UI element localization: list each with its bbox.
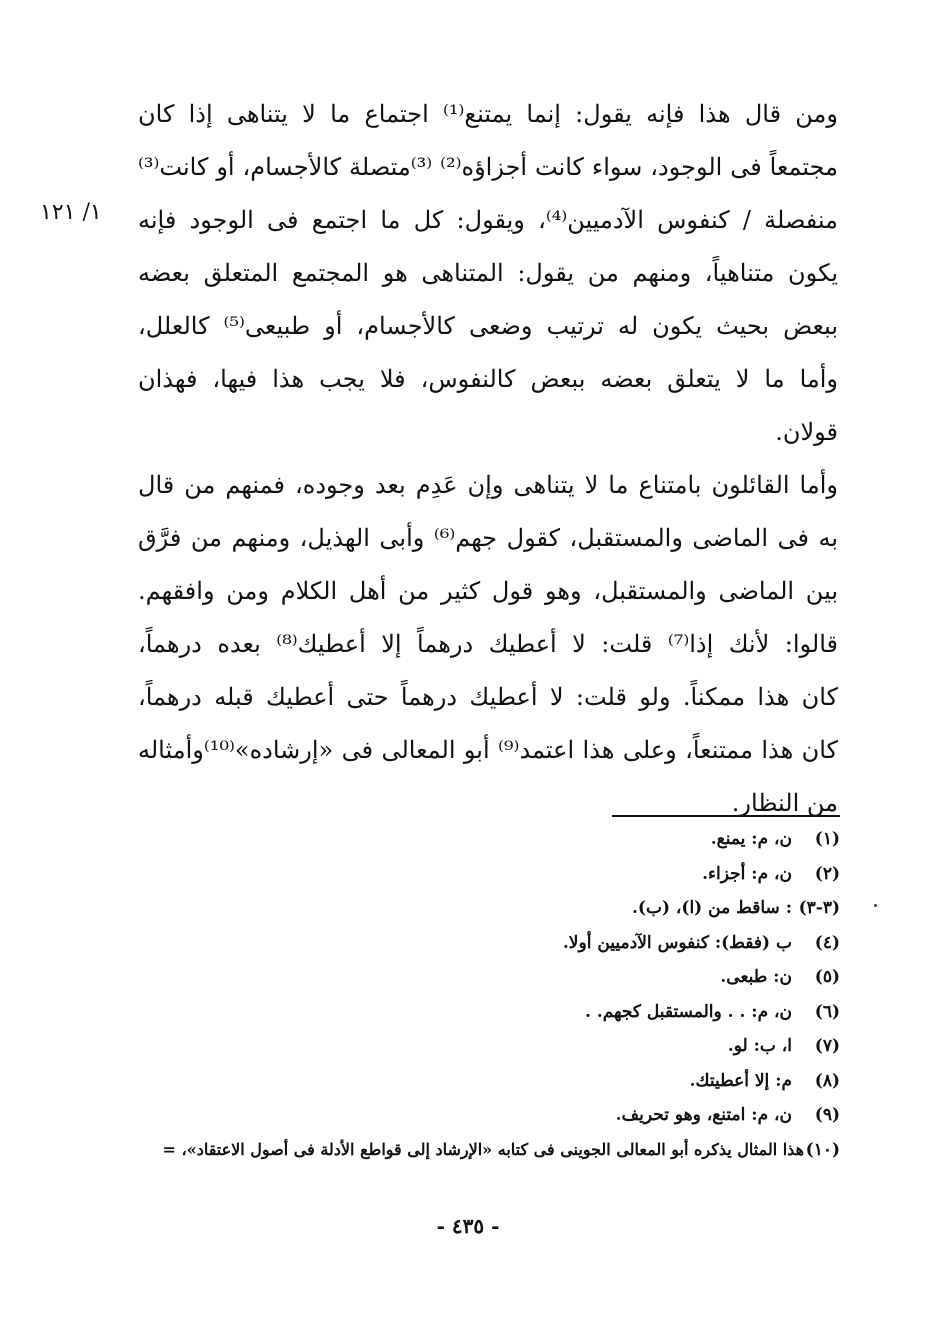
footnote-number: (٩) (814, 1105, 840, 1125)
footnote-text: ن: طبعى. (720, 967, 792, 987)
text-line: به فى الماضى والمستقبل، كقول جهم⁽⁶⁾ وأبى الهذيل، ومنهم من فرَّق (138, 524, 838, 552)
footnotes (100, 822, 840, 1167)
footnote-text: م: إلا أعطيتك. (689, 1070, 792, 1091)
text-line: بين الماضى والمستقبل، وهو قول كثير من أهل الكلام ومن وافقهم. (138, 577, 838, 605)
footnote-number: (٣-٣) (798, 898, 840, 918)
footnote-number: (٥) (814, 967, 840, 987)
text-line: وأما ما لا يتعلق بعضه ببعض كالنفوس، فلا يجب هذا فيها، فهذان (138, 365, 838, 393)
footnote (100, 960, 840, 995)
footnote-text: ن، م: امتنع، وهو تحريف. (615, 1105, 792, 1125)
text-line: من النظار. (731, 789, 838, 817)
footnote (100, 1133, 840, 1168)
footnote (100, 1029, 840, 1064)
text-line: وأما القائلون بامتناع ما لا يتناهى وإن عَدِم بعد وجوده، فمنهم من قال (138, 471, 838, 499)
text-line: ببعض بحيث يكون له ترتيب وضعى كالأجسام، أو طبيعى⁽⁵⁾ كالعلل، (138, 312, 838, 340)
footnote (100, 857, 840, 892)
footnote (100, 891, 840, 926)
footnote (100, 822, 840, 857)
page-number: - ٤٣٥ - (436, 1214, 500, 1238)
main-text (138, 88, 838, 830)
footnote-text: ب (فقط): كنفوس الآدميين أولا. (562, 932, 792, 953)
footnote-number: (٢) (814, 863, 840, 884)
text-line: مجتمعاً فى الوجود، سواء كانت أجزاؤه⁽²⁾ ⁽³⁾متصلة كالأجسام، أو كانت⁽³⁾ (138, 153, 838, 181)
footnote-text: : ساقط من (ا)، (ب). (632, 898, 792, 918)
footnote-separator (612, 815, 840, 817)
footnote-number: (١٠) (805, 1139, 840, 1160)
footnote (100, 1064, 840, 1099)
footnote-text: ن، م: يمنع. (710, 829, 792, 849)
footnote-text: ا، ب: لو. (727, 1036, 792, 1056)
footnote (100, 995, 840, 1030)
text-line: يكون متناهياً، ومنهم من يقول: المتناهى هو المجتمع المتعلق بعضه (138, 259, 838, 287)
text-line: قالوا: لأنك إذا⁽⁷⁾ قلت: لا أعطيك درهماً إلا أعطيك⁽⁸⁾ بعده درهماً، (138, 630, 838, 658)
text-line: كان هذا ممكناً. ولو قلت: لا أعطيك درهماً حتى أعطيك قبله درهماً، (138, 683, 838, 711)
footnote-number: (٨) (814, 1070, 840, 1091)
footnote-number: (٦) (814, 1001, 840, 1022)
footnote-text: ن، م: أجزاء. (702, 863, 792, 884)
footnote-number: (٤) (814, 932, 840, 953)
text-line: منفصلة / كنفوس الآدميين⁽⁴⁾، ويقول: كل ما اجتمع فى الوجود فإنه (138, 206, 838, 234)
footnote-text: هذا المثال يذكره أبو المعالى الجوينى فى كتابه «الإرشاد إلى قواطع الأدلة فى أصول الاعتقاد»، = (162, 1139, 804, 1159)
footnote (100, 926, 840, 961)
scan-speck (874, 904, 877, 907)
footnote (100, 1098, 840, 1133)
footnote-text: ن، م: . . والمستقبل كجهم. . (584, 1001, 792, 1022)
text-line: كان هذا ممتنعاً، وعلى هذا اعتمد⁽⁹⁾ أبو المعالى فى «إرشاده»⁽¹⁰⁾وأمثاله (138, 736, 838, 764)
footnote-number: (١) (814, 829, 840, 849)
footnote-number: (٧) (814, 1036, 840, 1056)
text-line: ومن قال هذا فإنه يقول: إنما يمتنع⁽¹⁾ اجتماع ما لا يتناهى إذا كان (138, 100, 838, 128)
margin-reference: ١/ ١٢١ (40, 200, 102, 225)
text-line: قولان. (775, 418, 838, 446)
